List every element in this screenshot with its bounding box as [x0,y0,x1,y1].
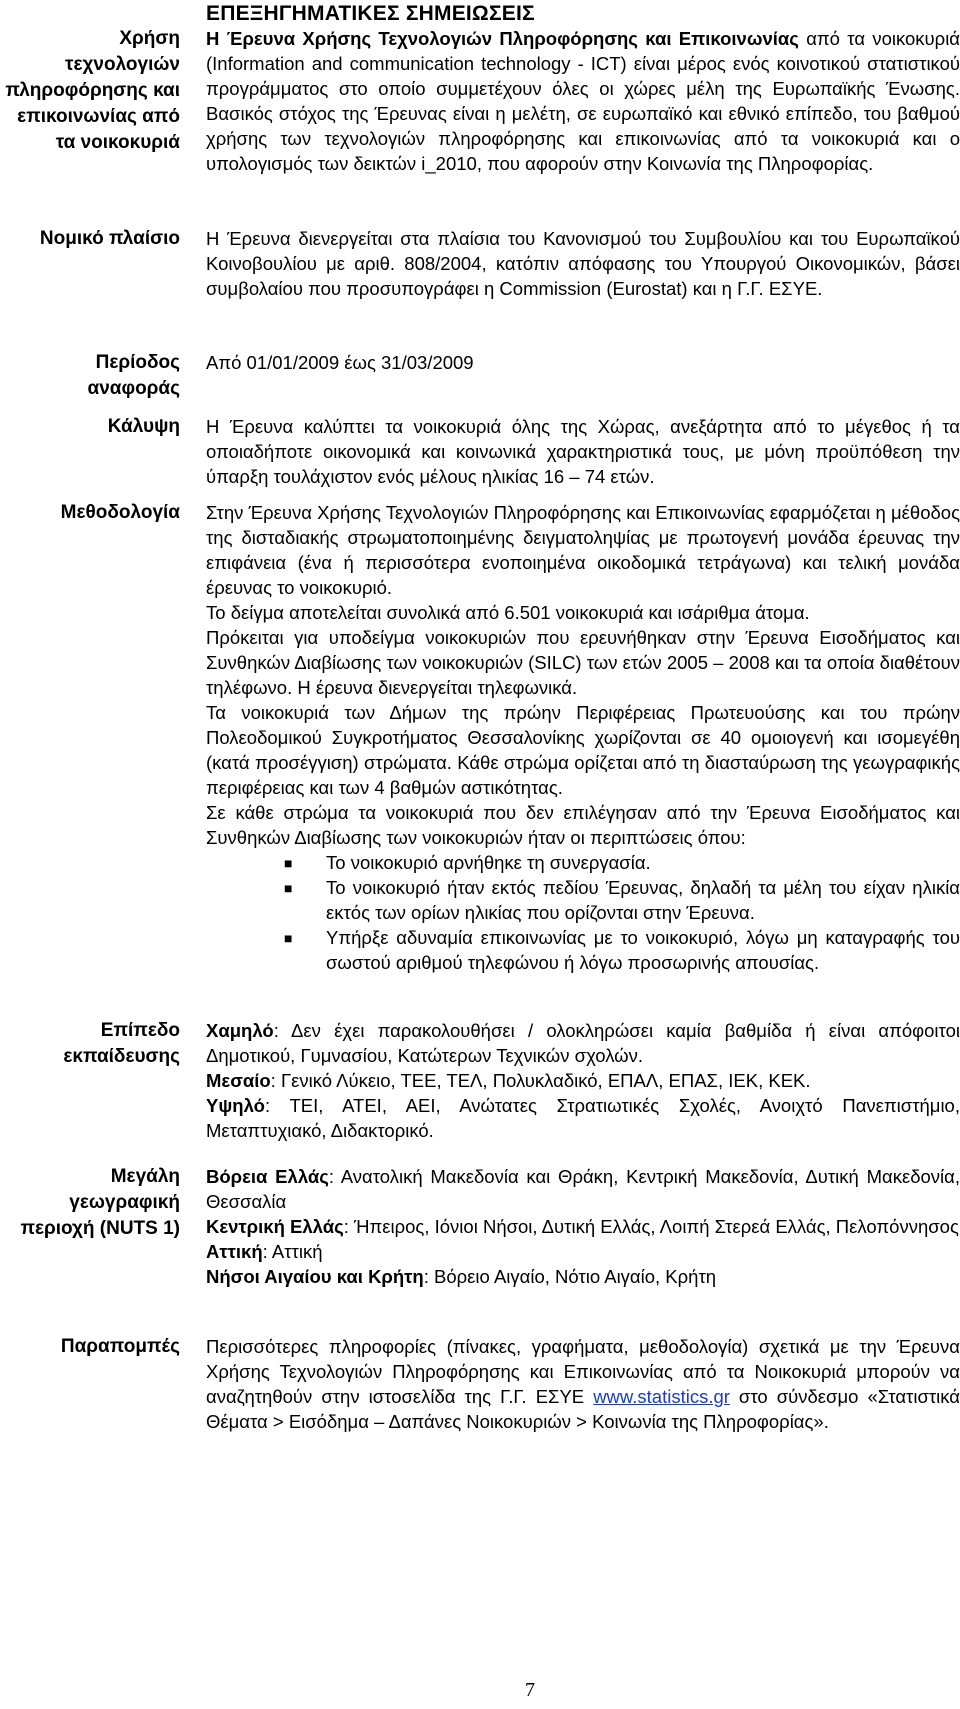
intro-text: από τα νοικοκυριά (Information and communication technology - ICT) είναι μέρος ενός κοινοτικού στατιστικού προγράμματος στο οποίο συμμετέχουν όλες οι χώρες μέλη της Ευρωπαϊκής Ένωσης. Βασικός στόχος της Έρευνας είναι η μελέτη, σε ευρωπαϊκό και εθνικό επίπεδο, του βαθμού χρήσης των τεχνολογιών πληροφόρησης και επικοινωνίας από τα νοικοκυριά και ο υπολογισμός των δεικτών i_2010, που αφορούν στην Κοινωνία της Πληροφορίας. [206,28,960,174]
section-label-references: Παραπομπές [60,1336,180,1357]
methodology-paragraph: Σε κάθε στρώμα τα νοικοκυριά που δεν επιλέγησαν από την Έρευνα Εισοδήματος και Συνθηκών Διαβίωσης των νοικοκυριών ήταν οι περιπτώσεις όπου: [206,802,960,848]
section-content-ict [206,2,960,176]
coverage-text: Η Έρευνα καλύπτει τα νοικοκυριά όλης της Χώρας, ανεξάρτητα από το μέγεθος ή τα οποιαδήποτε οικονομικά και κοινωνικά χαρακτηριστικά τους, με μόνη προϋπόθεση την ύπαρξη τουλάχιστον ενός μέλους ηλικίας 16 – 74 ετών. [206,416,960,487]
section-label-period: Περίοδος αναφοράς [87,352,180,399]
education-item: Μεσαίο: Γενικό Λύκειο, ΤΕΕ, ΤΕΛ, Πολυκλαδικό, ΕΠΑΛ, ΕΠΑΣ, ΙΕΚ, ΚΕΚ. [206,1070,811,1091]
references-text: Περισσότερες πληροφορίες (πίνακες, γραφήματα, μεθοδολογία) σχετικά με την Έρευνα Χρήσης Τεχνολογιών Πληροφόρησης και Επικοινωνίας από τα Νοικοκυριά μπορούν να αναζητηθούν στην ιστοσελίδα της Γ.Γ. ΕΣΥΕ www.statistics.gr στο σύνδεσμο «Στατιστικά Θέματα > Εισόδημα – Δαπάνες Νοικοκυριών > Κοινωνία της Πληροφορίας». [206,1336,960,1432]
page-number: 7 [525,1679,535,1701]
section-label-coverage: Κάλυψη [107,416,180,437]
region-item: Βόρεια Ελλάς: Ανατολική Μακεδονία και Θράκη, Κεντρική Μακεδονία, Δυτική Μακεδονία, Θεσσαλία [206,1166,960,1212]
methodology-paragraph: Στην Έρευνα Χρήσης Τεχνολογιών Πληροφόρησης και Επικοινωνίας εφαρμόζεται η μέθοδος της δισταδιακής στρωματοποιημένης δειγματοληψίας με πρωτογενή μονάδα έρευνας την επιφάνεια (ένα ή περισσότερα ενοποιημένα οικοδομικά τετράγωνα) και τελική μονάδα έρευνας το νοικοκυριό. [206,502,960,598]
section-label-methodology: Μεθοδολογία [60,502,180,523]
methodology-paragraph: Το δείγμα αποτελείται συνολικά από 6.501 νοικοκυριά και ισάριθμα άτομα. [206,602,810,623]
section-label-ict: Χρήση τεχνολογιών πληροφόρησης και επικοινωνίας από τα νοικοκυριά [5,28,180,153]
legal-text: Η Έρευνα διενεργείται στα πλαίσια του Κανονισμού του Συμβουλίου και του Ευρωπαϊκού Κοινοβουλίου με αριθ. 808/2004, κατόπιν απόφασης του Υπουργού Οικονομικών, βάσει συμβολαίου που προσυπογράφει η Commission (Eurostat) και η Γ.Γ. ΕΣΥΕ. [206,228,960,299]
square-bullet-icon: ■ [284,930,293,946]
methodology-paragraph: Τα νοικοκυριά των Δήμων της πρώην Περιφέρειας Πρωτευούσης και του πρώην Πολεοδομικού Συγκροτήματος Θεσσαλονίκης χωρίζονται σε 40 ομοιογενή και ισομεγέθη (κατά προσέγγιση) στρώματα. Κάθε στρώμα ορίζεται από τη διασταύρωση της γεωγραφικής περιφέρειας και των 4 βαθμών αστικότητας. [206,702,960,798]
square-bullet-icon: ■ [284,880,293,896]
list-item: ■ Το νοικοκυριό αρνήθηκε τη συνεργασία. [206,850,960,875]
region-item: Νήσοι Αιγαίου και Κρήτη: Βόρειο Αιγαίο, Νότιο Αιγαίο, Κρήτη [206,1266,717,1287]
period-text: Από 01/01/2009 έως 31/03/2009 [206,352,474,373]
survey-name: Η Έρευνα Χρήσης Τεχνολογιών Πληροφόρησης και Επικοινωνίας [206,28,799,49]
section-content-region [206,1164,960,1289]
notes-heading: ΕΠΕΞΗΓΗΜΑΤΙΚΕΣ ΣΗΜΕΙΩΣΕΙΣ [206,2,535,25]
education-item: Υψηλό: ΤΕΙ, ΑΤΕΙ, ΑΕΙ, Ανώτατες Στρατιωτικές Σχολές, Ανοιχτό Πανεπιστήμιο, Μεταπτυχιακό, Διδακτορικό. [206,1095,960,1141]
list-item: ■ Το νοικοκυριό ήταν εκτός πεδίου Έρευνας, δηλαδή τα μέλη του είχαν ηλικία εκτός των ορίων ηλικίας που ορίζονται στην Έρευνα. [284,877,960,923]
methodology-paragraph: Πρόκειται για υποδείγμα νοικοκυριών που ερευνήθηκαν στην Έρευνα Εισοδήματος και Συνθηκών Διαβίωσης των νοικοκυριών (SILC) των ετών 2005 – 2008 και τα οποία διαθέτουν τηλέφωνο. Η έρευνα διενεργείται τηλεφωνικά. [206,627,960,698]
section-content-period [206,350,960,375]
section-content-references [206,1334,960,1434]
non-response-list [206,850,960,975]
list-item: ■ Υπήρξε αδυναμία επικοινωνίας με το νοικοκυριό, λόγω μη καταγραφής του σωστού αριθμού τηλεφώνου ή λόγω προσωρινής απουσίας. [284,927,960,973]
section-label-education: Επίπεδο εκπαίδευσης [63,1020,180,1067]
square-bullet-icon: ■ [284,855,293,871]
section-content-legal [206,226,960,301]
section-content-education [206,1018,960,1143]
section-content-methodology [206,500,960,975]
education-item: Χαμηλό: Δεν έχει παρακολουθήσει / ολοκληρώσει καμία βαθμίδα ή είναι απόφοιτοι Δημοτικού, Γυμνασίου, Κατώτερων Τεχνικών σχολών. [206,1020,960,1066]
section-content-coverage [206,414,960,489]
section-label-region: Μεγάλη γεωγραφική περιοχή (NUTS 1) [20,1166,180,1239]
statistics-website-link[interactable]: www.statistics.gr [593,1386,730,1407]
section-label-legal: Νομικό πλαίσιο [39,228,180,249]
region-item: Κεντρική Ελλάς: Ήπειρος, Ιόνιοι Νήσοι, Δυτική Ελλάς, Λοιπή Στερεά Ελλάς, Πελοπόννησος [206,1216,959,1237]
region-item: Αττική: Αττική [206,1241,323,1262]
